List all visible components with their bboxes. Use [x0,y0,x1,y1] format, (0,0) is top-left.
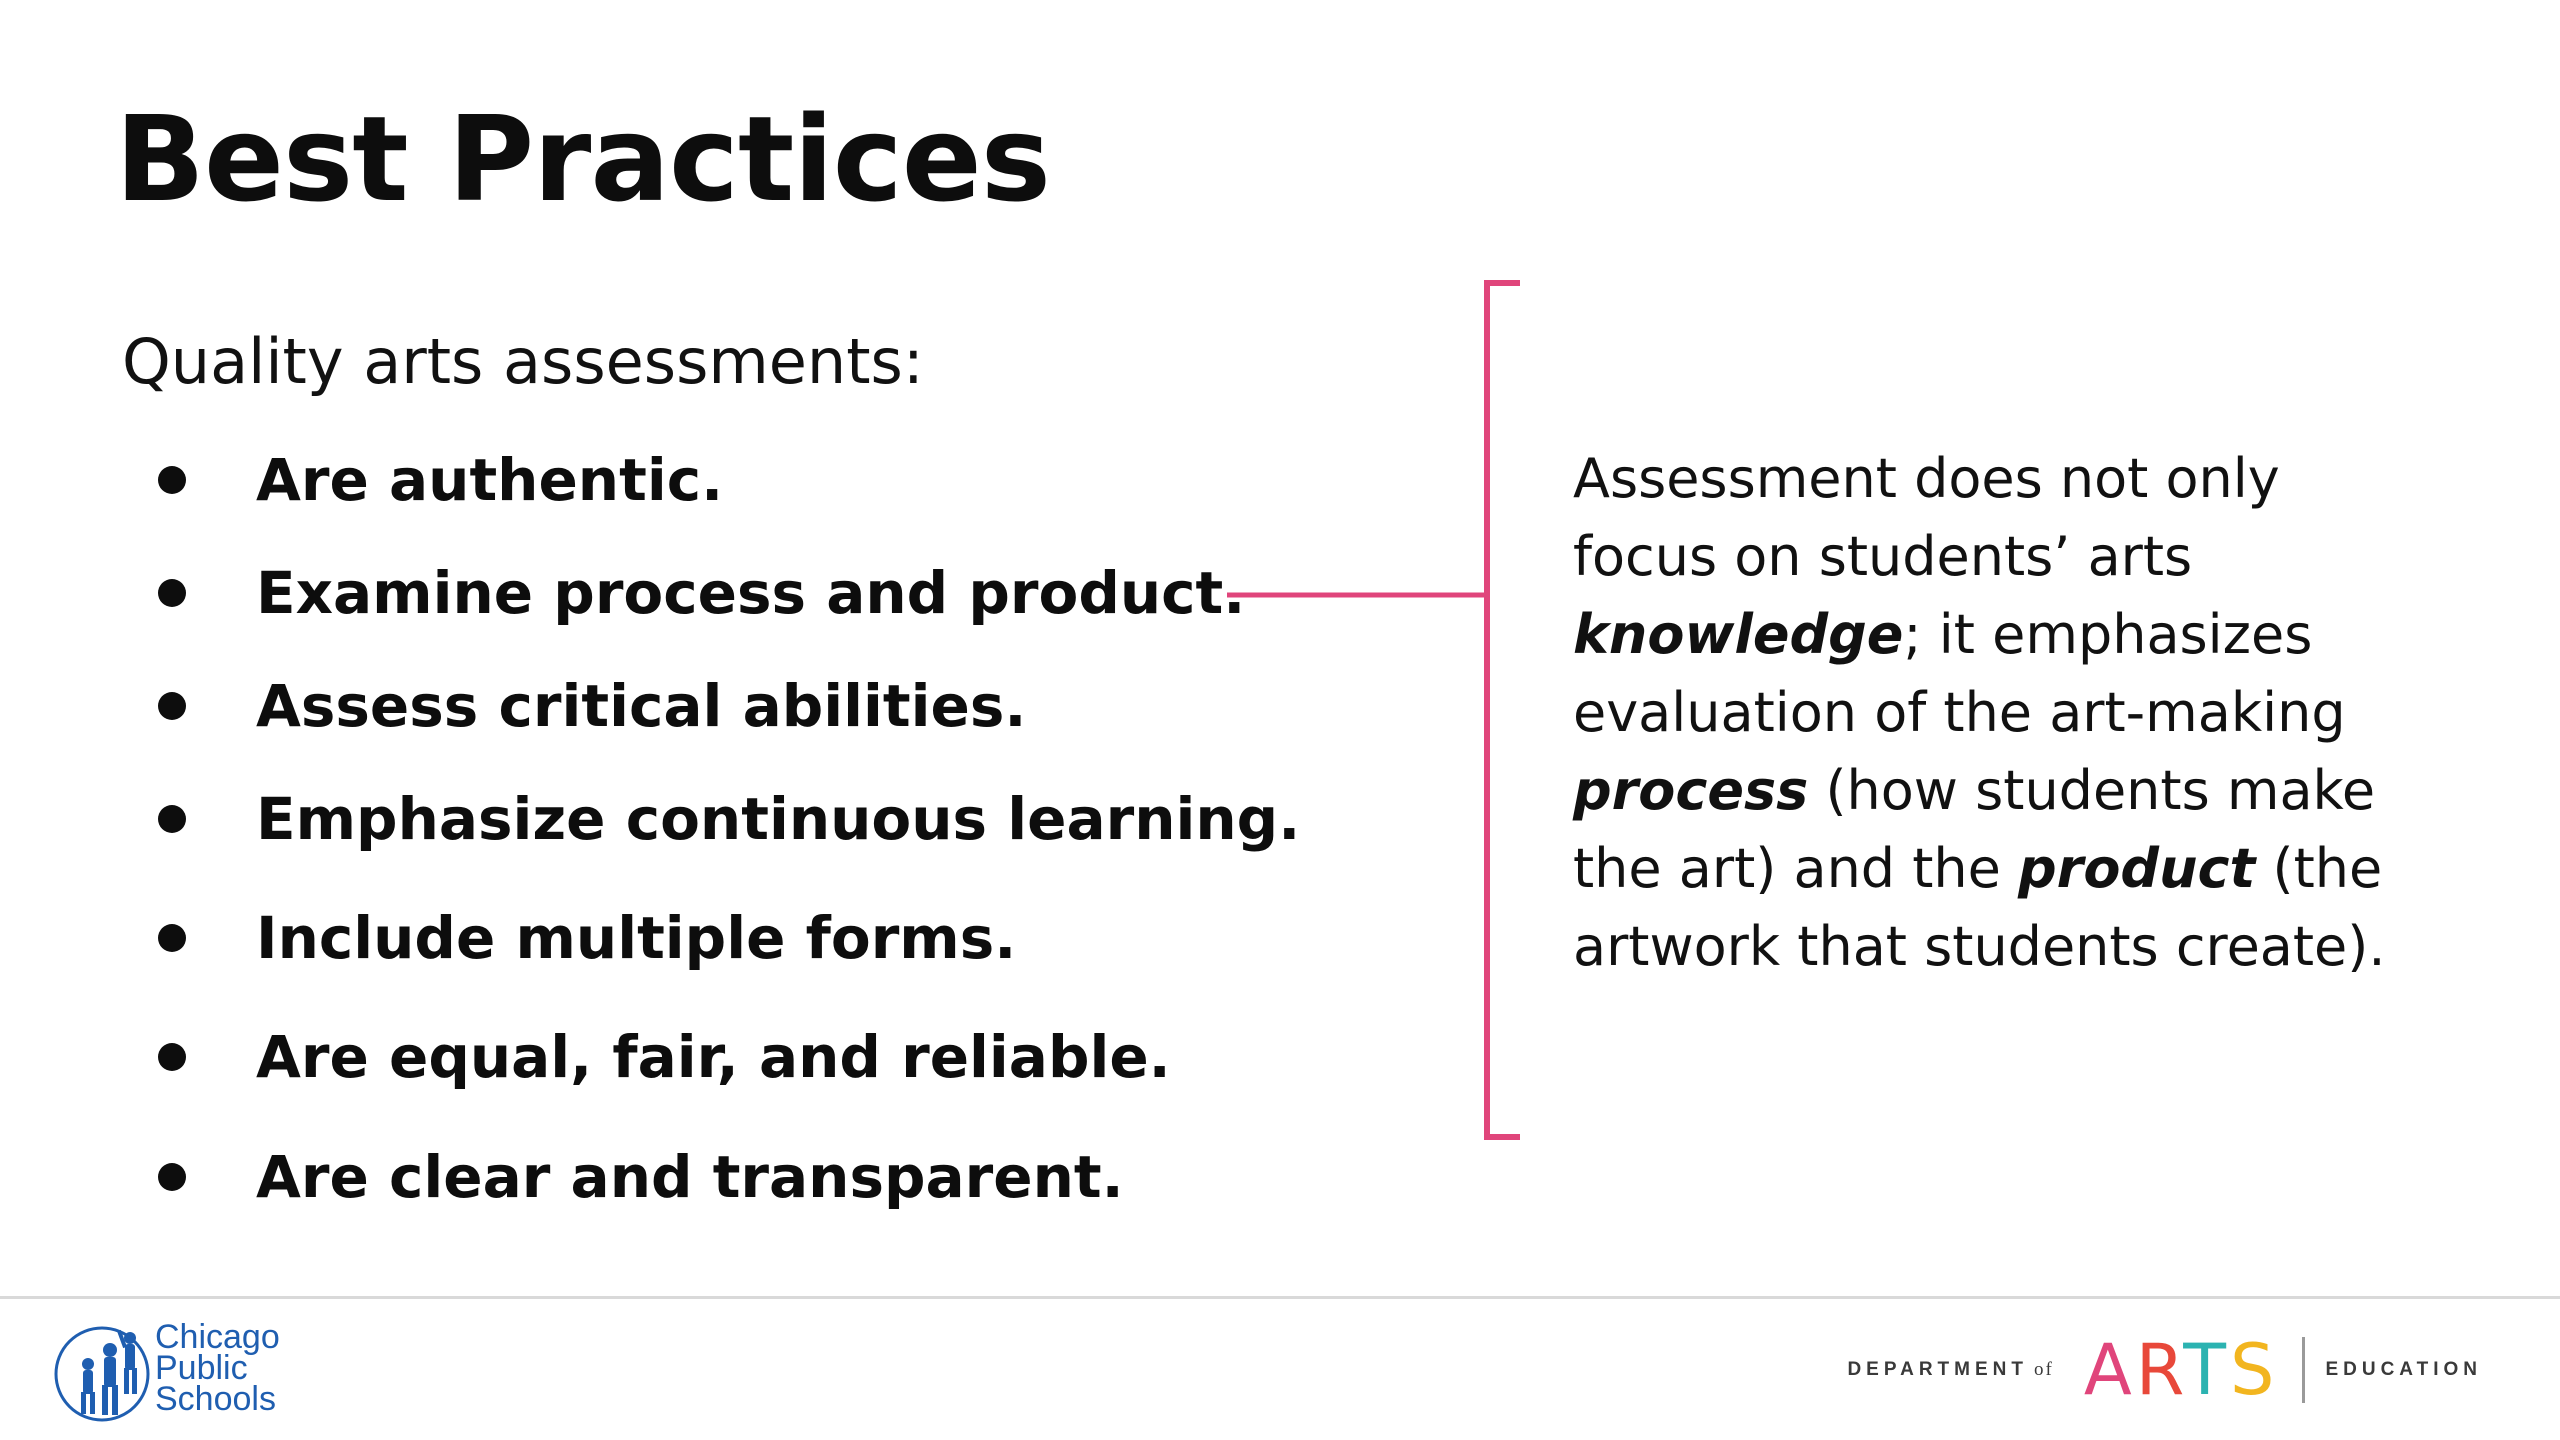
bullet-text: Are authentic. [256,446,724,514]
callout-segment: (the artwork that students create). [1573,837,2386,978]
bullet-text: Assess critical abilities. [256,672,1027,740]
dept-of: of [2033,1359,2054,1380]
bullet-dot-icon [158,924,186,952]
bullet-dot-icon [158,1043,186,1071]
bullet-item [150,779,1350,859]
callout-segment: (how students make the art) and the [1573,759,2376,900]
slide-title: Best Practices [115,90,1051,228]
callout-text [1573,440,2433,986]
intro-text: Quality arts assessments: [122,325,924,398]
bracket-line [1487,283,1520,1137]
bullet-item [150,553,1350,633]
footer-divider [0,1296,2560,1299]
bullet-item [150,440,1350,520]
cps-logo-line: Schools [155,1380,276,1418]
arts-wordmark [2083,1329,2279,1411]
arts-divider [2302,1337,2305,1403]
bullet-item [150,1137,1350,1217]
cps-logo-text [155,1318,280,1418]
bullet-item [150,1017,1350,1097]
cps-logo-line: Chicago [155,1318,280,1356]
bullet-text: Are equal, fair, and reliable. [256,1023,1171,1091]
department-of-arts-education-logo [1847,1330,2482,1410]
callout-emphasis: knowledge [1573,603,1904,666]
bullet-dot-icon [158,805,186,833]
arts-letter: S [2230,1329,2279,1411]
arts-letter: A [2083,1329,2136,1411]
bullet-item [150,666,1350,746]
cps-logo-line: Public [155,1349,248,1387]
bullet-text: Are clear and transparent. [256,1143,1124,1211]
bullet-text: Emphasize continuous learning. [256,785,1301,853]
callout-segment: Assessment does not only focus on students’ arts [1573,447,2280,588]
bullet-dot-icon [158,692,186,720]
bullet-dot-icon [158,466,186,494]
dept-prefix: DEPARTMENT [1847,1359,2028,1380]
bullet-dot-icon [158,579,186,607]
callout-emphasis: product [2018,837,2256,900]
bullet-item [150,898,1350,978]
callout-segment: ; it emphasizes evaluation of the art-making [1573,603,2346,744]
bullet-text: Include multiple forms. [256,904,1017,972]
bullet-dot-icon [158,1163,186,1191]
bullet-text: Examine process and product. [256,559,1246,627]
arts-letter: T [2183,1329,2231,1411]
arts-letter: R [2135,1329,2184,1411]
callout-emphasis: process [1573,759,1809,822]
dept-suffix: EDUCATION [2325,1359,2482,1380]
